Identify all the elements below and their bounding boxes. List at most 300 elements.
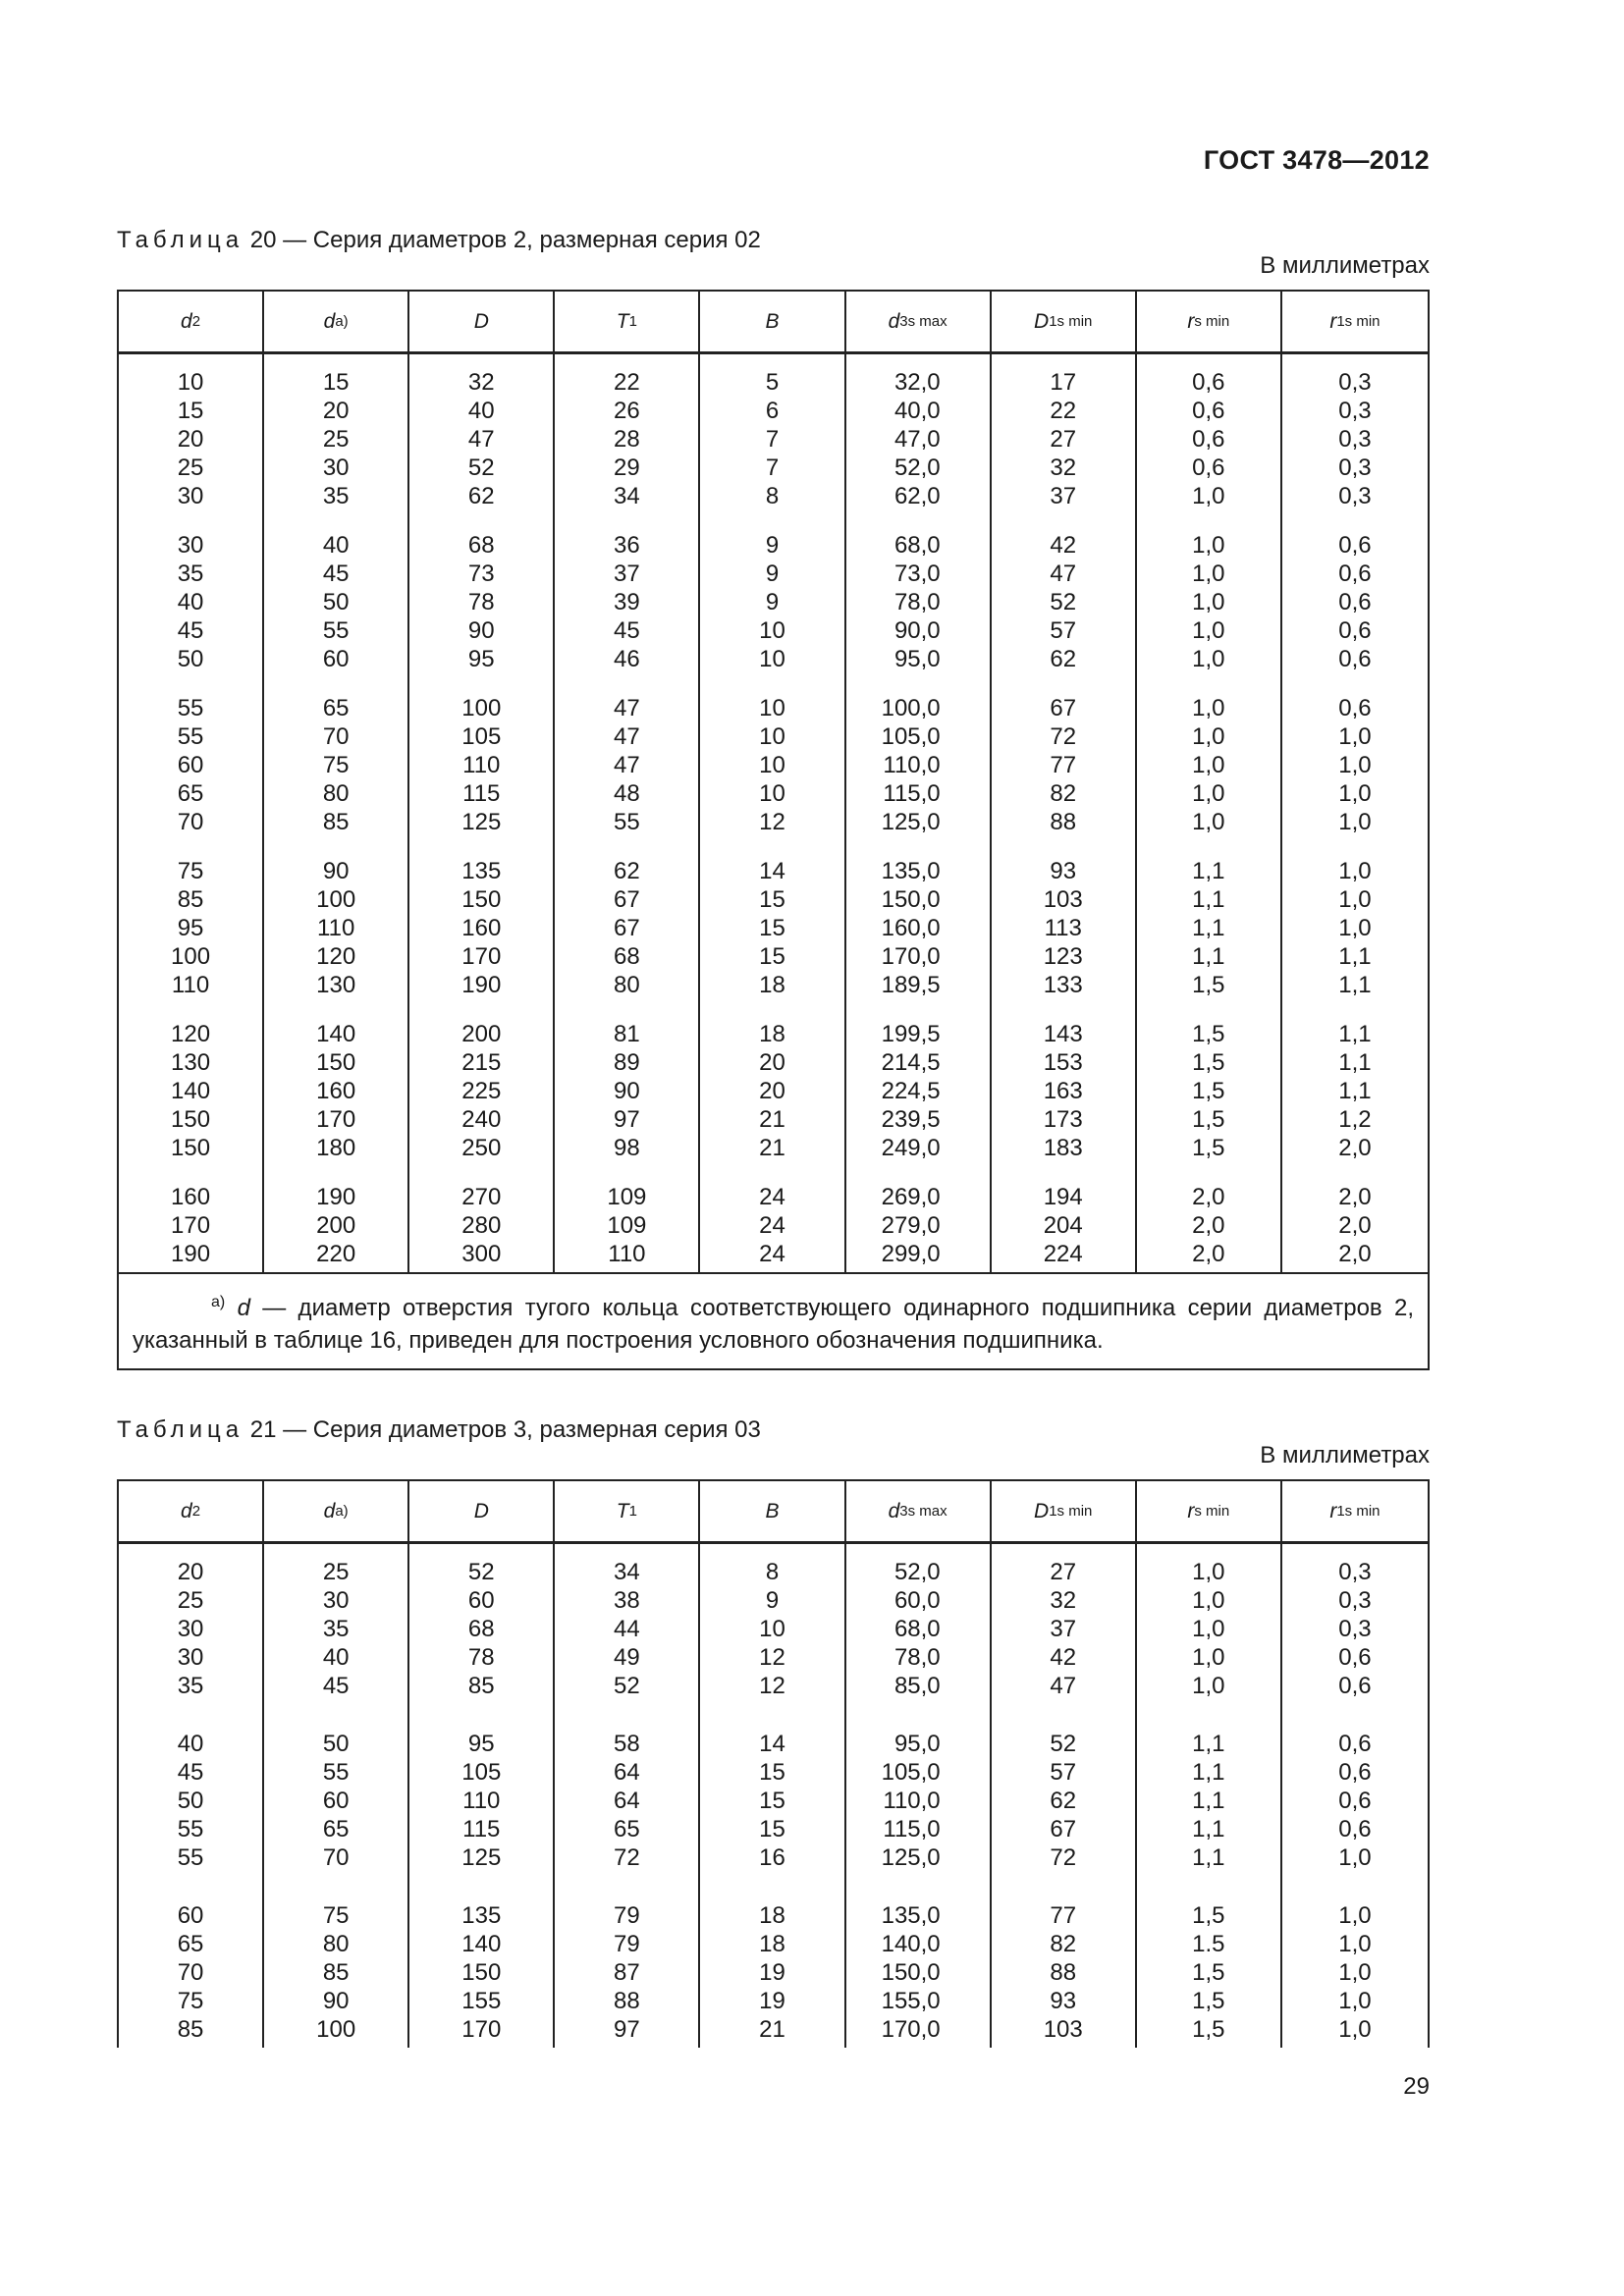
column-header-T1: T 1 <box>555 1481 700 1541</box>
table-cell: 93 <box>1050 1988 1077 2014</box>
table-cell: 100 <box>461 695 502 721</box>
table-cell: 65 <box>322 1816 350 1842</box>
table-cell: 0,3 <box>1338 1559 1372 1585</box>
table-cell: 88 <box>1050 809 1077 835</box>
table-cell: 103 <box>1043 886 1083 913</box>
table-cell: 0,6 <box>1338 1731 1372 1757</box>
table-cell: 1,0 <box>1338 1844 1372 1871</box>
table-cell: 170,0 <box>881 2016 941 2043</box>
table-cell: 73 <box>467 561 495 587</box>
column-header-B: B <box>700 1481 845 1541</box>
table-cell: 160 <box>461 915 502 941</box>
table-cell: 110 <box>608 1241 646 1267</box>
table-cell: 57 <box>1050 617 1077 644</box>
table-cell: 225 <box>461 1078 502 1104</box>
table-cell: 1,0 <box>1192 561 1225 587</box>
table-cell: 279,0 <box>881 1212 941 1239</box>
table-cell: 10 <box>759 752 785 778</box>
table-cell: 97 <box>614 1106 640 1133</box>
table-cell: 49 <box>614 1644 640 1671</box>
table-cell: 68 <box>467 1616 495 1642</box>
table-cell: 0,3 <box>1338 483 1372 509</box>
table-cell: 1,0 <box>1192 646 1225 672</box>
table-cell: 1,0 <box>1192 1616 1225 1642</box>
table-cell: 95 <box>467 646 495 672</box>
table-cell: 133 <box>1043 972 1083 998</box>
table-cell: 70 <box>177 809 204 835</box>
table-cell: 0,6 <box>1338 617 1372 644</box>
table-cell: 55 <box>322 617 350 644</box>
column-header-d: d а) <box>264 292 409 351</box>
table-cell: 110,0 <box>883 1788 941 1814</box>
table-cell: 9 <box>765 561 780 587</box>
table-cell: 125 <box>461 809 502 835</box>
table-cell: 52,0 <box>893 454 941 481</box>
table-cell: 95,0 <box>893 646 941 672</box>
table-cell: 8 <box>765 1559 780 1585</box>
table-cell: 0,6 <box>1192 454 1225 481</box>
table-cell: 1,5 <box>1192 1078 1225 1104</box>
table-cell: 73,0 <box>893 561 941 587</box>
table-cell: 25 <box>322 426 350 453</box>
table-cell: 60 <box>177 752 204 778</box>
column-d2 <box>119 354 264 1272</box>
table-cell: 79 <box>614 1902 640 1929</box>
table-cell: 88 <box>1050 1959 1077 1986</box>
column-d3s-max <box>846 1544 992 2048</box>
table-cell: 130 <box>316 972 356 998</box>
table-cell: 1,0 <box>1338 915 1372 941</box>
table-cell: 1,0 <box>1192 483 1225 509</box>
table-cell: 40 <box>322 1644 350 1671</box>
table-cell: 1,5 <box>1192 1902 1225 1929</box>
table-cell: 0,6 <box>1192 369 1225 396</box>
table-cell: 67 <box>1050 1816 1077 1842</box>
table-cell: 72 <box>1050 723 1077 750</box>
table-cell: 125,0 <box>881 809 941 835</box>
table-cell: 14 <box>759 1731 785 1757</box>
table-cell: 1,1 <box>1192 915 1225 941</box>
table-cell: 0,6 <box>1338 1759 1372 1786</box>
table-cell: 20 <box>177 426 204 453</box>
table-21-header <box>119 1481 1428 1544</box>
table-20-caption-text: 20 — Серия диаметров 2, размерная серия 02 <box>244 227 761 253</box>
table-cell: 32 <box>467 369 495 396</box>
table-21-units: В миллиметрах <box>1260 1442 1430 1468</box>
table-cell: 78 <box>467 1644 495 1671</box>
table-cell: 1,0 <box>1338 858 1372 884</box>
table-cell: 40 <box>467 398 495 424</box>
table-cell: 10 <box>759 617 785 644</box>
table-cell: 14 <box>759 858 785 884</box>
table-cell: 20 <box>759 1078 785 1104</box>
table-cell: 7 <box>765 426 780 453</box>
table-cell: 12 <box>759 809 785 835</box>
table-cell: 35 <box>322 483 350 509</box>
table-cell: 300 <box>461 1241 502 1267</box>
table-cell: 2,0 <box>1192 1241 1225 1267</box>
table-cell: 62 <box>614 858 640 884</box>
table-cell: 47 <box>614 723 640 750</box>
column-r1s-min <box>1282 1544 1428 2048</box>
table-21-caption <box>117 1416 761 1444</box>
table-cell: 47 <box>1050 561 1077 587</box>
table-cell: 40 <box>322 532 350 559</box>
table-cell: 224 <box>1043 1241 1083 1267</box>
column-header-d2: d 2 <box>119 1481 264 1541</box>
footnote-symbol: d <box>237 1295 250 1321</box>
table-cell: 170 <box>461 943 502 970</box>
table-cell: 40 <box>177 1731 204 1757</box>
table-cell: 1,5 <box>1192 1959 1225 1986</box>
table-cell: 62 <box>1050 646 1077 672</box>
table-cell: 0,6 <box>1338 1673 1372 1699</box>
table-cell: 42 <box>1050 532 1077 559</box>
table-cell: 1,0 <box>1192 617 1225 644</box>
table-cell: 1,5 <box>1192 1049 1225 1076</box>
table-cell: 1,0 <box>1338 2016 1372 2043</box>
table-cell: 17 <box>1050 369 1077 396</box>
table-cell: 42 <box>1050 1644 1077 1671</box>
table-cell: 29 <box>614 454 640 481</box>
table-cell: 30 <box>177 483 204 509</box>
table-cell: 150 <box>171 1135 211 1161</box>
table-cell: 123 <box>1043 943 1083 970</box>
table-cell: 150 <box>461 886 502 913</box>
table-cell: 57 <box>1050 1759 1077 1786</box>
column-D <box>409 354 555 1272</box>
table-cell: 15 <box>759 1759 785 1786</box>
table-cell: 0,3 <box>1338 1587 1372 1614</box>
table-cell: 135,0 <box>881 1902 941 1929</box>
table-cell: 52 <box>1050 589 1077 615</box>
table-cell: 25 <box>322 1559 350 1585</box>
table-cell: 88 <box>614 1988 640 2014</box>
table-cell: 15 <box>177 398 204 424</box>
table-cell: 140 <box>171 1078 211 1104</box>
column-D1s-min <box>992 1544 1137 2048</box>
table-cell: 1,0 <box>1338 723 1372 750</box>
table-21 <box>117 1479 1430 2048</box>
table-cell: 20 <box>322 398 350 424</box>
table-cell: 68 <box>467 532 495 559</box>
column-T1 <box>555 354 700 1272</box>
column-header-d: d а) <box>264 1481 409 1541</box>
table-cell: 93 <box>1050 858 1077 884</box>
table-cell: 0,3 <box>1338 369 1372 396</box>
table-cell: 47 <box>1050 1673 1077 1699</box>
table-cell: 1,2 <box>1338 1106 1372 1133</box>
table-cell: 78,0 <box>893 1644 941 1671</box>
table-cell: 1,1 <box>1192 1788 1225 1814</box>
column-header-d3s-max: d 3s max <box>846 1481 992 1541</box>
table-cell: 46 <box>614 646 640 672</box>
table-cell: 110,0 <box>883 752 941 778</box>
table-cell: 214,5 <box>881 1049 941 1076</box>
table-cell: 67 <box>614 915 640 941</box>
table-cell: 1,0 <box>1192 1559 1225 1585</box>
table-cell: 45 <box>322 1673 350 1699</box>
table-cell: 55 <box>322 1759 350 1786</box>
table-cell: 299,0 <box>881 1241 941 1267</box>
table-cell: 173 <box>1043 1106 1083 1133</box>
table-cell: 50 <box>322 1731 350 1757</box>
table-cell: 0,3 <box>1338 426 1372 453</box>
table-cell: 155,0 <box>881 1988 941 2014</box>
table-cell: 1,0 <box>1338 886 1372 913</box>
table-cell: 224,5 <box>881 1078 941 1104</box>
table-cell: 47,0 <box>893 426 941 453</box>
table-cell: 9 <box>765 532 780 559</box>
table-cell: 1,5 <box>1192 1021 1225 1047</box>
table-cell: 100,0 <box>881 695 941 721</box>
table-20-caption <box>117 227 761 254</box>
table-cell: 9 <box>765 589 780 615</box>
table-cell: 1,0 <box>1192 1673 1225 1699</box>
table-cell: 20 <box>177 1559 204 1585</box>
table-cell: 44 <box>614 1616 640 1642</box>
table-cell: 189,5 <box>881 972 941 998</box>
table-cell: 32,0 <box>893 369 941 396</box>
table-cell: 21 <box>759 2016 785 2043</box>
table-cell: 47 <box>614 752 640 778</box>
table-cell: 82 <box>1050 780 1077 807</box>
table-cell: 48 <box>614 780 640 807</box>
table-20-body <box>119 354 1428 1272</box>
table-cell: 140 <box>316 1021 356 1047</box>
table-cell: 37 <box>614 561 640 587</box>
table-cell: 12 <box>759 1644 785 1671</box>
table-cell: 35 <box>177 561 204 587</box>
table-cell: 190 <box>316 1184 356 1210</box>
table-cell: 97 <box>614 2016 640 2043</box>
table-20-units: В миллиметрах <box>1260 252 1430 279</box>
table-cell: 60 <box>322 646 350 672</box>
table-cell: 15 <box>759 1788 785 1814</box>
table-21-caption-text: 21 — Серия диаметров 3, размерная серия 03 <box>244 1416 761 1443</box>
table-cell: 95,0 <box>893 1731 941 1757</box>
table-cell: 1,1 <box>1338 1049 1372 1076</box>
table-cell: 80 <box>322 1931 350 1957</box>
table-cell: 1,1 <box>1338 1078 1372 1104</box>
table-cell: 1,0 <box>1192 1587 1225 1614</box>
table-cell: 40 <box>177 589 204 615</box>
table-cell: 10 <box>759 1616 785 1642</box>
table-cell: 10 <box>759 646 785 672</box>
table-cell: 180 <box>316 1135 356 1161</box>
table-cell: 89 <box>614 1049 640 1076</box>
table-cell: 85 <box>322 809 350 835</box>
table-cell: 110 <box>462 752 501 778</box>
table-cell: 45 <box>177 617 204 644</box>
table-cell: 1,0 <box>1338 1988 1372 2014</box>
table-21-body <box>119 1544 1428 2048</box>
table-cell: 0,6 <box>1338 532 1372 559</box>
table-cell: 19 <box>759 1988 785 2014</box>
table-cell: 15 <box>759 1816 785 1842</box>
table-cell: 1,1 <box>1192 886 1225 913</box>
table-cell: 1,1 <box>1338 943 1372 970</box>
table-cell: 0,6 <box>1338 589 1372 615</box>
table-cell: 200 <box>461 1021 502 1047</box>
table-cell: 1,0 <box>1192 1644 1225 1671</box>
table-cell: 68,0 <box>893 532 941 559</box>
table-cell: 0,3 <box>1338 398 1372 424</box>
table-cell: 2,0 <box>1192 1212 1225 1239</box>
table-cell: 170 <box>461 2016 502 2043</box>
table-cell: 52 <box>467 454 495 481</box>
table-cell: 160 <box>171 1184 211 1210</box>
table-cell: 1,0 <box>1192 695 1225 721</box>
table-cell: 60,0 <box>893 1587 941 1614</box>
footnote-text: — диаметр отверстия тугого кольца соответствующего одинарного подшипника серии диаметров 2, указанный в таблице 16, приведен для построения условного обозначения подшипника. <box>133 1295 1414 1354</box>
table-cell: 1,0 <box>1192 589 1225 615</box>
table-cell: 72 <box>1050 1844 1077 1871</box>
table-cell: 85 <box>177 2016 204 2043</box>
table-cell: 98 <box>614 1135 640 1161</box>
table-cell: 2,0 <box>1338 1135 1372 1161</box>
table-cell: 60 <box>177 1902 204 1929</box>
table-cell: 60 <box>322 1788 350 1814</box>
table-cell: 1,1 <box>1192 1816 1225 1842</box>
table-cell: 62,0 <box>893 483 941 509</box>
table-cell: 95 <box>177 915 204 941</box>
table-cell: 55 <box>614 809 640 835</box>
table-cell: 125 <box>461 1844 502 1871</box>
table-cell: 24 <box>759 1184 785 1210</box>
table-cell: 270 <box>461 1184 502 1210</box>
table-cell: 55 <box>177 723 204 750</box>
table-cell: 200 <box>316 1212 356 1239</box>
table-cell: 47 <box>614 695 640 721</box>
table-cell: 25 <box>177 1587 204 1614</box>
table-cell: 72 <box>614 1844 640 1871</box>
table-20-footnote <box>119 1272 1428 1368</box>
table-cell: 110 <box>317 915 355 941</box>
table-cell: 155 <box>461 1988 502 2014</box>
table-cell: 50 <box>177 646 204 672</box>
document-header: ГОСТ 3478—2012 <box>1203 145 1430 175</box>
column-d2 <box>119 1544 264 2048</box>
column-header-rs-min: r s min <box>1137 292 1282 351</box>
table-cell: 40,0 <box>893 398 941 424</box>
table-cell: 115 <box>462 1816 501 1842</box>
table-cell: 150 <box>316 1049 356 1076</box>
column-r1s-min <box>1282 354 1428 1272</box>
table-cell: 110 <box>171 972 210 998</box>
table-cell: 135 <box>461 1902 502 1929</box>
table-20 <box>117 290 1430 1370</box>
table-cell: 1,1 <box>1338 1021 1372 1047</box>
table-cell: 80 <box>614 972 640 998</box>
table-cell: 30 <box>177 532 204 559</box>
table-cell: 45 <box>177 1759 204 1786</box>
table-cell: 6 <box>765 398 780 424</box>
table-cell: 21 <box>759 1135 785 1161</box>
column-B <box>700 1544 845 2048</box>
column-B <box>700 354 845 1272</box>
table-cell: 68,0 <box>893 1616 941 1642</box>
table-cell: 1,1 <box>1192 1731 1225 1757</box>
table-cell: 2,0 <box>1338 1184 1372 1210</box>
table-cell: 75 <box>322 752 350 778</box>
table-cell: 60 <box>467 1587 495 1614</box>
table-cell: 105 <box>461 1759 502 1786</box>
table-cell: 1,0 <box>1192 809 1225 835</box>
table-cell: 19 <box>759 1959 785 1986</box>
table-cell: 115,0 <box>883 1816 941 1842</box>
table-cell: 45 <box>614 617 640 644</box>
table-cell: 65 <box>177 1931 204 1957</box>
table-cell: 0,6 <box>1192 426 1225 453</box>
footnote-mark: а) <box>211 1294 226 1310</box>
table-cell: 64 <box>614 1759 640 1786</box>
table-cell: 105,0 <box>881 723 941 750</box>
table-cell: 10 <box>177 369 204 396</box>
table-cell: 130 <box>171 1049 211 1076</box>
table-cell: 38 <box>614 1587 640 1614</box>
table-cell: 30 <box>177 1616 204 1642</box>
table-cell: 15 <box>322 369 350 396</box>
column-header-D: D <box>409 1481 555 1541</box>
column-header-rs-min: r s min <box>1137 1481 1282 1541</box>
column-d3s-max <box>846 354 992 1272</box>
table-cell: 250 <box>461 1135 502 1161</box>
table-cell: 105 <box>461 723 502 750</box>
column-header-d2: d 2 <box>119 292 264 351</box>
table-cell: 20 <box>759 1049 785 1076</box>
table-cell: 1,1 <box>1338 972 1372 998</box>
table-cell: 120 <box>316 943 356 970</box>
table-cell: 90 <box>322 858 350 884</box>
table-cell: 28 <box>614 426 640 453</box>
column-d <box>264 354 409 1272</box>
table-cell: 1,1 <box>1192 1844 1225 1871</box>
table-cell: 0,6 <box>1338 1816 1372 1842</box>
column-D1s-min <box>992 354 1137 1272</box>
table-cell: 26 <box>614 398 640 424</box>
table-cell: 5 <box>765 369 780 396</box>
table-cell: 12 <box>759 1673 785 1699</box>
table-cell: 75 <box>322 1902 350 1929</box>
table-cell: 36 <box>614 532 640 559</box>
table-cell: 85 <box>177 886 204 913</box>
table-cell: 170 <box>171 1212 211 1239</box>
table-cell: 1,1 <box>1192 858 1225 884</box>
page-number: 29 <box>1403 2073 1430 2100</box>
table-cell: 1,5 <box>1192 2016 1225 2043</box>
table-cell: 170,0 <box>881 943 941 970</box>
table-cell: 85,0 <box>893 1673 941 1699</box>
column-header-r1s-min: r 1s min <box>1329 309 1380 333</box>
column-header-r1s-min: r 1s min <box>1329 1499 1380 1522</box>
table-cell: 18 <box>759 972 785 998</box>
table-cell: 100 <box>316 886 356 913</box>
table-cell: 32 <box>1050 1587 1077 1614</box>
table-cell: 183 <box>1043 1135 1083 1161</box>
table-cell: 194 <box>1043 1184 1083 1210</box>
table-cell: 70 <box>177 1959 204 1986</box>
table-cell: 0,6 <box>1338 561 1372 587</box>
table-cell: 143 <box>1043 1021 1083 1047</box>
table-cell: 70 <box>322 723 350 750</box>
table-cell: 22 <box>614 369 640 396</box>
table-cell: 35 <box>322 1616 350 1642</box>
column-rs-min <box>1137 354 1282 1272</box>
table-cell: 110 <box>462 1788 501 1814</box>
table-cell: 0,6 <box>1338 695 1372 721</box>
table-cell: 82 <box>1050 1931 1077 1957</box>
